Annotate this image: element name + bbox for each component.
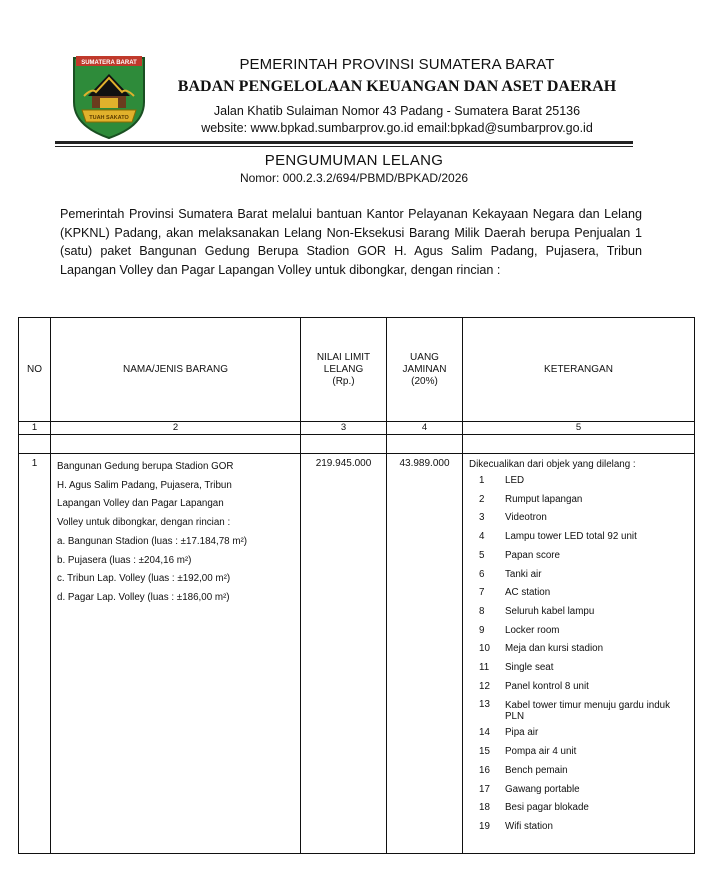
exclusion-item	[469, 584, 690, 603]
exclusion-number: 6	[479, 568, 485, 580]
exclusion-text: Locker room	[505, 624, 560, 636]
exclusion-text: Pompa air 4 unit	[505, 746, 577, 758]
letterhead-agency: BADAN PENGELOLAAN KEUANGAN DAN ASET DAERAH	[177, 78, 617, 95]
exclusion-item	[469, 659, 690, 678]
auction-items-table	[18, 317, 695, 854]
letterhead	[0, 0, 708, 150]
exclusion-number: 12	[479, 680, 490, 692]
description-line: Lapangan Volley dan Pagar Lapangan	[57, 498, 224, 510]
exclusion-text: Besi pagar blokade	[505, 802, 589, 814]
exclusion-item	[469, 622, 690, 641]
row-no: 1	[19, 454, 51, 854]
exclusion-text: Rumput lapangan	[505, 493, 583, 505]
exclusion-item	[469, 678, 690, 697]
svg-text:SUMATERA BARAT: SUMATERA BARAT	[81, 60, 137, 66]
exclusion-item	[469, 640, 690, 659]
exclusion-number: 17	[479, 783, 490, 795]
exclusion-text: Bench pemain	[505, 764, 568, 776]
letterhead-address: Jalan Khatib Sulaiman Nomor 43 Padang - Sumatera Barat 25136	[213, 104, 581, 118]
exclusion-item	[469, 743, 690, 762]
header-uang-jaminan	[387, 318, 463, 422]
exclusion-text: Single seat	[505, 662, 554, 674]
exclusion-number: 15	[479, 746, 490, 758]
description-line: Volley untuk dibongkar, dengan rincian :	[57, 517, 231, 529]
exclusion-text: Kabel tower timur menuju gardu induk PLN	[505, 700, 671, 723]
exclusion-text: Videotron	[505, 512, 547, 524]
announcement-number: Nomor: 000.2.3.2/694/PBMD/BPKAD/2026	[239, 171, 469, 185]
description-line: d. Pagar Lap. Volley (luas : ±186,00 m²)	[57, 591, 230, 603]
exclusion-text: AC station	[505, 587, 551, 599]
table-row	[19, 454, 695, 854]
letterhead-government: PEMERINTAH PROVINSI SUMATERA BARAT	[239, 56, 555, 73]
exclusion-number: 16	[479, 764, 490, 776]
col-number: 2	[51, 422, 301, 435]
exclusion-item	[469, 603, 690, 622]
exclusion-text: Tanki air	[505, 568, 542, 580]
exclusion-number: 3	[479, 512, 485, 524]
exclusion-number: 11	[479, 662, 490, 674]
exclusion-item	[469, 566, 690, 585]
header-no: NO	[19, 318, 51, 422]
exclusion-list	[469, 472, 690, 837]
exclusion-number: 9	[479, 624, 485, 636]
description-line: a. Bangunan Stadion (luas : ±17.184,78 m²)	[57, 535, 248, 547]
announcement-intro: Pemerintah Provinsi Sumatera Barat melalui bantuan Kantor Pelayanan Kekayaan Negara dan Lelang (KPKNL) Padang, akan melaksanakan Lelang Non-Eksekusi Barang Milik Daerah berupa Penjualan 1 (satu) paket Bangunan Gedung Berupa Stadion GOR H. Agus Salim Padang, Pujasera, Tribun Lapangan Volley dan Pagar Lapangan Volley untuk dibongkar, dengan rincian :	[60, 207, 642, 277]
row-keterangan	[463, 454, 695, 854]
exclusion-item	[469, 781, 690, 800]
description-line: b. Pujasera (luas : ±204,16 m²)	[57, 554, 192, 566]
exclusion-item	[469, 818, 690, 837]
svg-text:TUAH SAKATO: TUAH SAKATO	[89, 115, 129, 121]
exclusion-number: 13	[479, 699, 490, 711]
exclusion-item	[469, 491, 690, 510]
exclusion-item	[469, 509, 690, 528]
exclusion-item	[469, 799, 690, 818]
exclusion-number: 18	[479, 802, 490, 814]
letterhead-divider-thin	[55, 146, 633, 147]
exclusion-text: Pipa air	[505, 727, 539, 739]
exclusion-item	[469, 547, 690, 566]
exclusion-number: 14	[479, 727, 490, 739]
exclusion-number: 4	[479, 531, 485, 543]
table-header-row	[19, 318, 695, 422]
exclusion-number: 8	[479, 605, 485, 617]
exclusion-number: 5	[479, 549, 485, 561]
exclusion-text: Lampu tower LED total 92 unit	[505, 531, 637, 543]
exclusion-text: Seluruh kabel lampu	[505, 605, 595, 617]
exclusion-text: Gawang portable	[505, 783, 580, 795]
exclusion-heading: Dikecualikan dari objek yang dilelang :	[469, 459, 636, 470]
col-number: 3	[301, 422, 387, 435]
exclusion-item	[469, 724, 690, 743]
header-nilai-limit	[301, 318, 387, 422]
description-line: Bangunan Gedung berupa Stadion GOR	[57, 461, 234, 472]
exclusion-number: 10	[479, 643, 490, 655]
exclusion-text: Wifi station	[505, 820, 553, 832]
header-nama: NAMA/JENIS BARANG	[51, 318, 301, 422]
header-uang-jaminan-text: UANG JAMINAN (20%)	[402, 351, 447, 387]
description-line: H. Agus Salim Padang, Pujasera, Tribun	[57, 479, 232, 491]
exclusion-number: 2	[479, 493, 485, 505]
exclusion-item	[469, 528, 690, 547]
exclusion-item	[469, 762, 690, 781]
exclusion-text: Panel kontrol 8 unit	[505, 680, 589, 692]
row-nilai-limit: 219.945.000	[301, 454, 387, 854]
exclusion-item	[469, 472, 690, 491]
letterhead-contact: website: www.bpkad.sumbarprov.go.id email:bpkad@sumbarprov.go.id	[201, 121, 593, 135]
description-line: c. Tribun Lap. Volley (luas : ±192,00 m²)	[57, 573, 231, 585]
col-number: 5	[463, 422, 695, 435]
col-number: 4	[387, 422, 463, 435]
announcement-title: PENGUMUMAN LELANG	[264, 152, 444, 169]
exclusion-text: LED	[505, 475, 525, 486]
header-keterangan: KETERANGAN	[463, 318, 695, 422]
row-uang-jaminan: 43.989.000	[387, 454, 463, 854]
exclusion-text: Papan score	[505, 549, 561, 561]
exclusion-number: 1	[479, 475, 485, 486]
header-nilai-limit-text: NILAI LIMIT LELANG (Rp.)	[316, 351, 371, 387]
col-number: 1	[19, 422, 51, 435]
exclusion-item	[469, 696, 690, 724]
row-description	[51, 454, 301, 854]
exclusion-number: 7	[479, 587, 485, 599]
exclusion-text: Meja dan kursi stadion	[505, 643, 604, 655]
letterhead-divider	[55, 141, 633, 144]
exclusion-number: 19	[479, 820, 490, 832]
column-number-row	[19, 422, 695, 435]
table-spacer-row	[19, 435, 695, 454]
